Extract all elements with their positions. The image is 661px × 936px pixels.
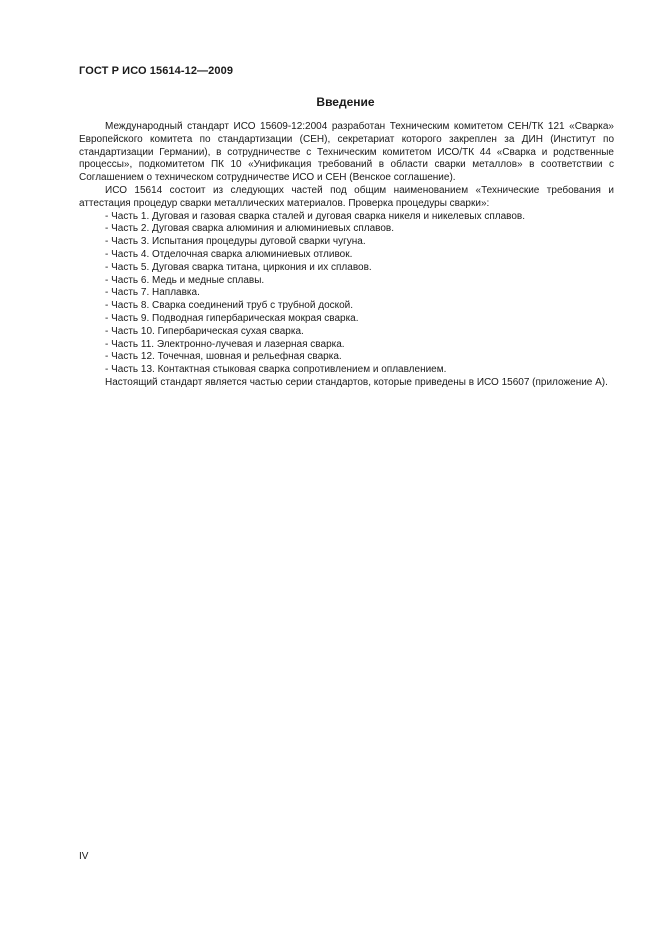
page-number: IV: [79, 851, 89, 862]
intro-paragraph: Международный стандарт ИСО 15609-12:2004 разработан Техническим комитетом СЕН/ТК 121 «Сварка» Европейского комитета по стандартизации (СЕН), секретариат которого закреплен за ДИН (Институт по стандартизации Германии), в сотрудничестве с Техническим комитетом ИСО/ТК 44 «Сварка и родственные процессы», подкомитетом ПК 10 «Унификация требований в области сварки металлов» в соответствии с Соглашением о техническом сотрудничестве ИСО и СЕН (Венское соглашение).: [79, 121, 614, 184]
list-item: - Часть 4. Отделочная сварка алюминиевых отливок.: [105, 248, 353, 260]
list-item: - Часть 8. Сварка соединений труб с трубной доской.: [105, 300, 354, 312]
document-body: [79, 121, 614, 390]
document-code: ГОСТ Р ИСО 15614-12—2009: [79, 65, 234, 77]
list-item: - Часть 7. Наплавка.: [105, 287, 200, 299]
list-item: - Часть 11. Электронно-лучевая и лазерная сварка.: [105, 338, 345, 350]
list-item: - Часть 1. Дуговая и газовая сварка сталей и дуговая сварка никеля и никелевых сплавов.: [105, 210, 526, 222]
list-item: - Часть 2. Дуговая сварка алюминия и алюминиевых сплавов.: [105, 223, 394, 235]
parts-intro-paragraph: ИСО 15614 состоит из следующих частей под общим наименованием «Технические требования и аттестация процедур сварки металлических материалов. Проверка процедуры сварки»:: [79, 184, 614, 209]
list-item: - Часть 3. Испытания процедуры дуговой сварки чугуна.: [105, 236, 366, 248]
list-item: - Часть 6. Медь и медные сплавы.: [105, 274, 265, 286]
list-item: - Часть 9. Подводная гипербарическая мокрая сварка.: [105, 312, 359, 324]
section-title: Введение: [316, 95, 375, 109]
list-item: - Часть 10. Гипербарическая сухая сварка.: [105, 325, 304, 337]
list-item: - Часть 12. Точечная, шовная и рельефная сварка.: [105, 351, 342, 363]
series-paragraph: Настоящий стандарт является частью серии стандартов, которые приведены в ИСО 15607 (приложение А).: [105, 376, 608, 388]
list-item: - Часть 5. Дуговая сварка титана, циркония и их сплавов.: [105, 261, 372, 273]
list-item: - Часть 13. Контактная стыковая сварка сопротивлением и оплавлением.: [105, 364, 447, 376]
parts-list: [79, 211, 614, 377]
